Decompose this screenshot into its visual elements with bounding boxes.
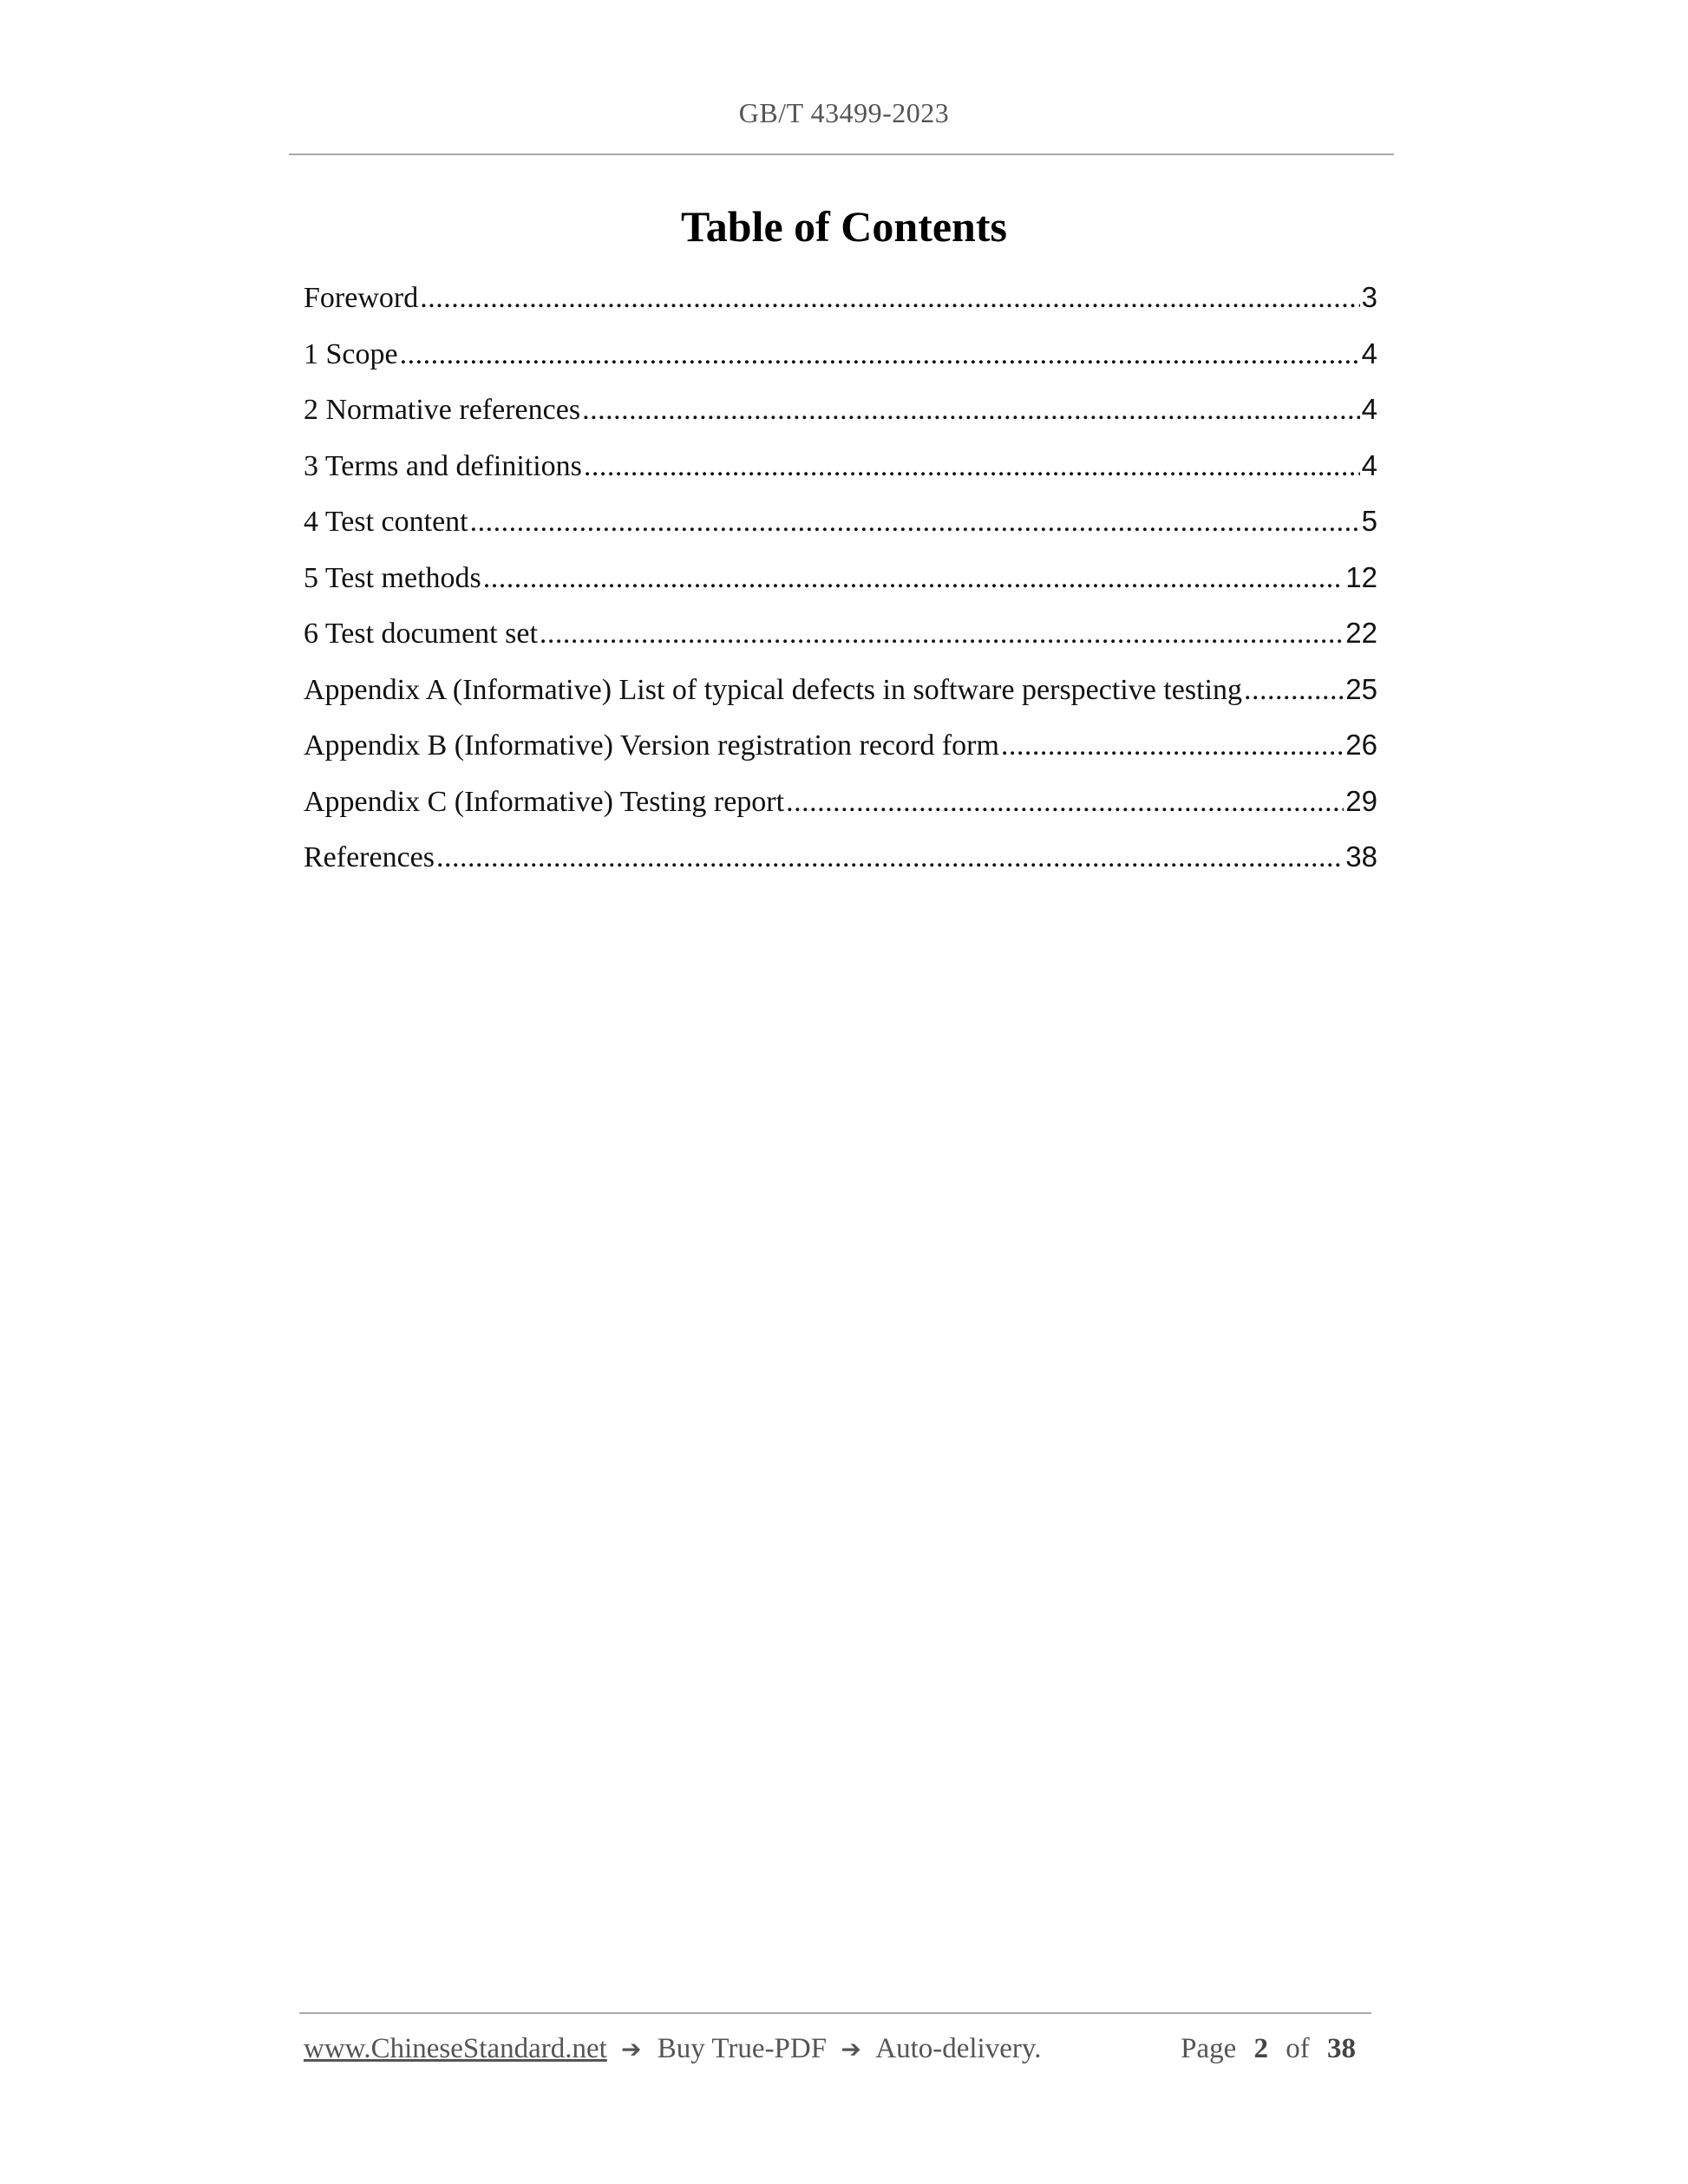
toc-dot-leader [584,450,1360,483]
toc-entry-title: Appendix A (Informative) List of typical defects in software perspective testing [304,673,1243,706]
of-label: of [1286,2033,1310,2064]
toc-entry-page: 12 [1345,560,1377,593]
arrow-right-icon: ➔ [841,2035,861,2063]
page-counter [1181,2033,1366,2065]
toc-dot-leader [582,394,1360,427]
toc-entry-title: 1 Scope [304,337,398,370]
toc-entry-references[interactable] [304,840,1377,897]
toc-entry-appendix-c[interactable] [304,785,1377,841]
document-header-title: GB/T 43499-2023 [738,97,950,128]
toc-entry-title: Foreword [304,282,419,314]
toc-entry-test-document-set[interactable] [304,617,1377,673]
header-divider [289,154,1394,155]
toc-dot-leader [483,562,1345,595]
toc-entry-foreword[interactable] [304,281,1377,337]
toc-dot-leader [1001,729,1344,762]
toc-entry-title: 2 Normative references [304,394,581,426]
toc-entry-page: 22 [1345,617,1377,649]
toc-dot-leader [420,282,1359,315]
toc-entry-title: Appendix B (Informative) Version registration record form [304,729,999,762]
toc-dot-leader [400,338,1360,371]
toc-entry-normative-references[interactable] [304,393,1377,449]
toc-dot-leader [470,506,1360,539]
toc-dot-leader [1244,674,1344,707]
footer-promo [304,2033,1041,2065]
toc-entry-title: Appendix C (Informative) Testing report [304,785,785,818]
toc-entry-test-content[interactable] [304,505,1377,561]
toc-entry-test-methods[interactable] [304,561,1377,618]
toc-entry-page: 26 [1345,729,1377,761]
footer-divider [299,2012,1371,2014]
toc-entry-title: References [304,841,435,873]
toc-entry-title: 4 Test content [304,506,468,538]
toc-entry-page: 3 [1361,281,1377,313]
toc-entry-page: 25 [1345,672,1377,705]
current-page-number: 2 [1253,2033,1268,2064]
toc-entry-page: 38 [1345,840,1377,873]
toc-entry-scope[interactable] [304,337,1377,394]
toc-entry-appendix-b[interactable] [304,729,1377,785]
toc-entry-appendix-a[interactable] [304,673,1377,729]
toc-entry-page: 4 [1361,337,1377,369]
footer-buy-text: Buy True-PDF [657,2033,828,2064]
toc-entry-page: 4 [1361,448,1377,481]
total-pages-number: 38 [1327,2033,1356,2064]
footer-delivery-text: Auto-delivery. [875,2033,1042,2064]
toc-entry-page: 4 [1361,393,1377,425]
toc-entry-title: 3 Terms and definitions [304,449,582,482]
toc-entry-page: 29 [1345,784,1377,817]
page-label: Page [1181,2033,1237,2064]
toc-entry-terms-definitions[interactable] [304,449,1377,506]
toc-entry-title: 6 Test document set [304,618,538,650]
toc-entry-page: 5 [1361,505,1377,537]
toc-entry-title: 5 Test methods [304,561,481,594]
toc-list [304,281,1377,897]
toc-dot-leader [786,786,1344,819]
page-footer [304,2033,1366,2065]
toc-dot-leader [436,841,1344,874]
toc-heading: Table of Contents [681,202,1007,251]
toc-dot-leader [540,618,1344,651]
arrow-right-icon: ➔ [621,2035,642,2063]
footer-website-link[interactable]: www.ChineseStandard.net [304,2033,607,2064]
